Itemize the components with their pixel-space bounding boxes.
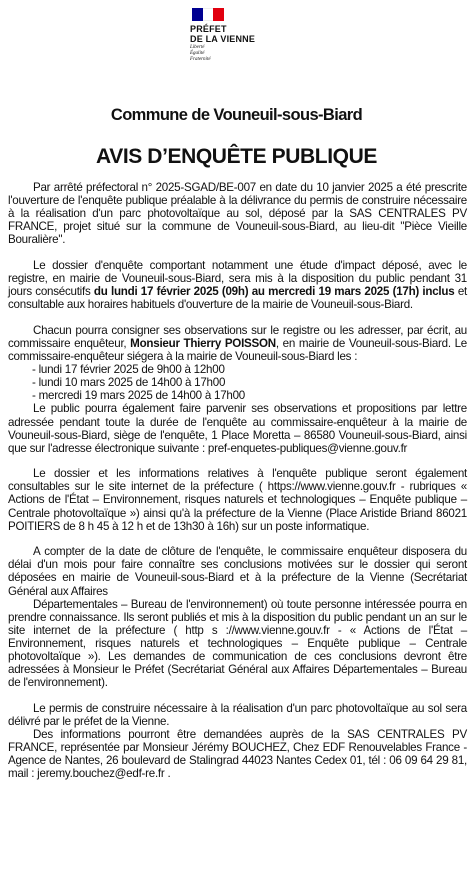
- paragraph-dossier: [8, 259, 467, 311]
- commune-title: Commune de Vouneuil-sous-Biard: [110, 106, 363, 124]
- observations-text: Chacun pourra consigner ses observations sur le registre ou les adresser, par écrit, au commissaire enquêteur,: [8, 323, 467, 350]
- logo-motto: [190, 45, 290, 63]
- paragraph-conclusions: A compter de la date de clôture de l'enquête, le commissaire enquêteur disposera du délai d'un mois pour faire connaître ses conclusions motivées sur le dossier qui seront déposées en mairie de Vouneuil-sous-Biard et à la préfecture de la Vienne (Secrétariat Général aux Affaires: [8, 545, 467, 598]
- motto-liberte: Liberté: [190, 45, 205, 50]
- flag-white-band: [203, 8, 214, 21]
- session-item: - mercredi 19 mars 2025 de 14h00 à 17h00: [32, 389, 245, 403]
- logo-title-line2: DE LA VIENNE: [190, 34, 256, 44]
- paragraph-letters: Le public pourra également faire parvenir ses observations et propositions par lettre adressée pendant toute la durée de l'enquête au commissaire-enquêteur à la mairie de Vouneuil-sous-Biard, siège de l'enquête, 1 Place Moretta – 86580 Vouneuil-sous-Biard, ainsi que sur l'adresse électronique suivante : pref-enquetes-publiques@vienne.gouv.fr: [8, 402, 467, 455]
- prefecture-logo: [190, 8, 290, 63]
- enquiry-dates: du lundi 17 février 2025 (09h) au mercredi 19 mars 2025 (17h) inclus: [93, 285, 455, 299]
- flag-red-band: [213, 8, 224, 21]
- dossier-text: Le dossier d'enquête comportant notamment une étude d'impact déposé, avec le registre, en mairie de Vouneuil-sous-Biard, sera mis à la disposition du public pendant 31 jours consécutifs: [8, 258, 467, 299]
- paragraph-contact: Des informations pourront être demandées auprès de la SAS CENTRALES PV FRANCE, représentée par Monsieur Jérémy BOUCHEZ, Chez EDF Renouvelables France - Agence de Nantes, 26 boulevard de Stalingrad 44023 Nantes Cedex 01, tél : 06 09 64 29 81, mail : jeremy.bouchez@edf-re.fr .: [8, 727, 467, 781]
- notice-heading: AVIS D’ENQUÊTE PUBLIQUE: [96, 145, 377, 168]
- paragraph-permit: Le permis de construire nécessaire à la réalisation d'un parc photovoltaïque au sol sera délivré par le préfet de la Vienne.: [8, 701, 467, 728]
- motto-fraternite: Fraternité: [190, 57, 211, 62]
- paragraph-conclusions-cont: Départementales – Bureau de l'environnement) où toute personne intéressée pourra en prendre connaissance. Ils seront publiés et mis à la disposition du public pendant un an sur le site internet de la préfecture ( http s ://www.vienne.gouv.fr - « Actions de l'État – Environnement, risques naturels et technologiques – Enquête publique – Centrale photovoltaïque »). Les demandes de communication de ces conclusions devront être adressées à Monsieur le Préfet (Secrétariat Général aux Affaires Départementales – Bureau de l'environnement).: [8, 597, 467, 690]
- motto-egalite: Égalité: [190, 51, 205, 56]
- paragraph-observations: [8, 324, 467, 363]
- dossier-text-end: et consultable aux horaires habituels d'ouverture de la mairie de Vouneuil-sous-Biard.: [8, 285, 467, 312]
- observations-text-end: , en mairie de Vouneuil-sous-Biard. Le commissaire-enquêteur siégera à la mairie de Vouneuil-sous-Biard les :: [8, 336, 468, 364]
- session-item: - lundi 10 mars 2025 de 14h00 à 17h00: [32, 376, 226, 390]
- commissioner-name: Monsieur Thierry POISSON: [130, 336, 276, 350]
- paragraph-website: Le dossier et les informations relatives à l'enquête publique seront également consultables sur le site internet de la préfecture ( https://www.vienne.gouv.fr - rubriques « Actions de l'État – Environnement, risques naturels et technologiques – Enquête publique – Centrale photovoltaïque ») ainsi qu'à la préfecture de la Vienne (Place Aristide Briand 86021 POITIERS de 8 h 45 à 12 h et de 13h30 à 16h) sur un poste informatique.: [8, 467, 467, 533]
- notice-body: [8, 181, 467, 780]
- paragraph-decree: Par arrêté préfectoral n° 2025-SGAD/BE-007 en date du 10 janvier 2025 a été prescrite l'ouverture de l'enquête publique préalable à la délivrance du permis de construire nécessaire à la réalisation d'un parc photovoltaïque au sol, déposé par la SAS CENTRALES PV FRANCE, projet situé sur la commune de Vouneuil-sous-Biard, au lieu-dit "Pièce Vieille Bouralière".: [8, 181, 467, 247]
- marianne-flag-icon: [192, 8, 224, 21]
- logo-title-line1: PRÉFET: [190, 24, 227, 34]
- session-item: - lundi 17 février 2025 de 9h00 à 12h00: [32, 363, 225, 377]
- flag-blue-band: [192, 8, 203, 21]
